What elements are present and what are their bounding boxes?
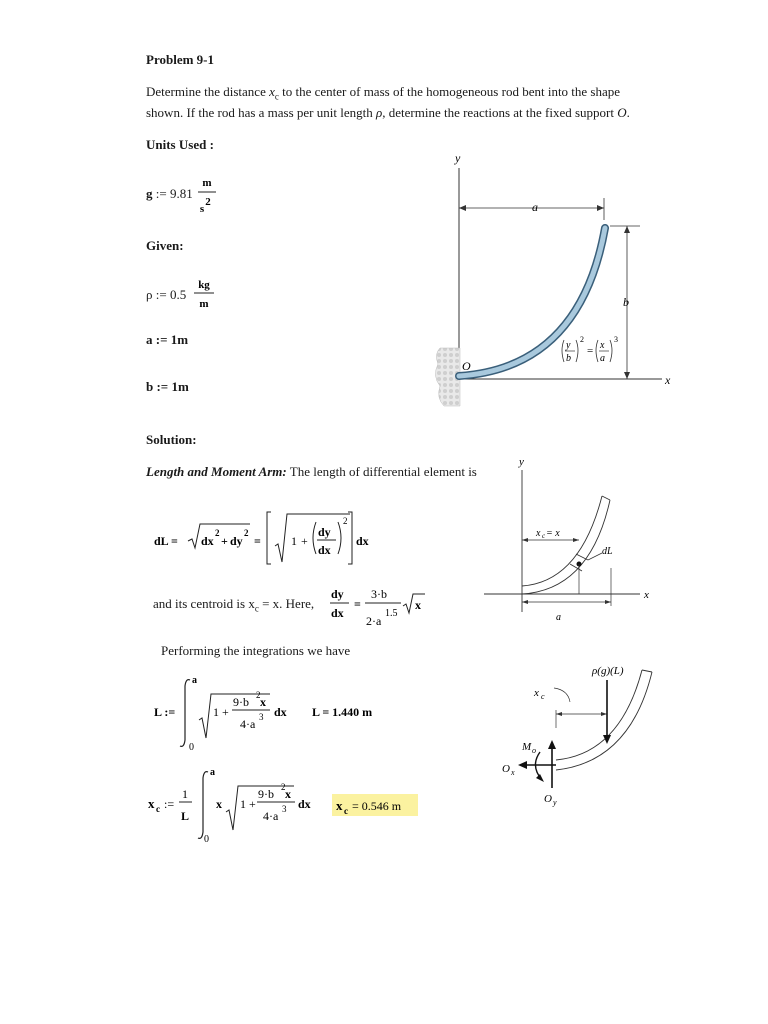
fig1-x-label: x — [665, 373, 671, 387]
xc-result-rhs: = 0.546 m — [352, 799, 402, 813]
L-num-x: x — [260, 695, 266, 709]
problem-title: Problem 9-1 — [146, 52, 214, 67]
given-heading: Given: — [146, 238, 184, 253]
fig3-Oy-sub: y — [553, 798, 557, 807]
solution-heading: Solution: — [146, 432, 197, 447]
rho-unit-num: kg — [198, 279, 210, 291]
centroid-text — [153, 596, 314, 614]
xc-result-lhs: x — [336, 798, 343, 813]
xc-lhs: x — [148, 796, 155, 811]
ratio-num: 3·b — [371, 587, 387, 601]
dL-lhs: dL = — [154, 534, 178, 548]
L-dx: dx — [274, 705, 287, 719]
xc-num-x: x — [285, 787, 291, 801]
centroid-text-b: = x. Here, — [258, 596, 315, 611]
rho-value: 0.5 — [169, 287, 187, 302]
assign-op: := — [155, 287, 167, 302]
dL-dx3: dx — [356, 534, 369, 548]
L-num-exp: 2 — [256, 690, 261, 700]
fig3-Ox-label: O — [502, 763, 510, 775]
fig1-b-label: b — [623, 295, 629, 309]
xc-assign: := — [164, 797, 175, 811]
xc-sub: c — [274, 91, 279, 102]
eq-x: x — [600, 340, 605, 351]
fig2-xc-sub: c — [542, 532, 546, 540]
dL-one: 1 — [291, 534, 297, 548]
xc-lhs-sub: c — [156, 804, 160, 814]
xc-integral — [146, 764, 436, 848]
length-moment-heading: Length and Moment Arm: — [146, 464, 287, 479]
dydx-eq: = — [354, 597, 361, 611]
b-definition: b := 1m — [146, 379, 189, 394]
L-num: 9·b — [233, 695, 249, 709]
L-one: 1 — [213, 705, 219, 719]
xc-result-sub: c — [344, 806, 348, 816]
eq-exp2: 2 — [580, 335, 584, 344]
figure-free-body — [500, 658, 670, 814]
dydx-den: dx — [331, 606, 344, 620]
dL-dy: dy — [230, 534, 243, 548]
xc-den: 4·a — [263, 809, 279, 823]
xc-dx: dx — [298, 797, 311, 811]
centroid-sub: c — [254, 603, 259, 614]
g-unit-exp: 2 — [205, 196, 211, 208]
fig1-a-label: a — [532, 200, 538, 214]
fig1-y-label: y — [455, 151, 461, 165]
support-O: O — [617, 105, 627, 120]
fig2-xc-label: x — [536, 528, 541, 539]
sqrt-x: x — [415, 598, 421, 612]
length-moment-text: The length of differential element is — [286, 464, 477, 479]
dL-dy2: dy — [318, 525, 331, 539]
units-heading: Units Used : — [146, 137, 214, 152]
ratio-exp: 1.5 — [385, 608, 398, 619]
fig3-Oy-label: O — [544, 793, 552, 805]
fig3-Ox-sub: x — [511, 768, 515, 777]
xc-var: x — [269, 84, 275, 99]
rho-symbol: ρ — [375, 105, 383, 120]
fig2-y-label: y — [519, 456, 524, 468]
fig3-load-label: ρ(g)(L) — [592, 665, 624, 677]
L-den-exp: 3 — [259, 712, 264, 722]
curve-equation — [562, 335, 618, 364]
figure-rod-shape — [430, 148, 680, 412]
xc-lower: 0 — [204, 834, 209, 845]
xc-den-exp: 3 — [282, 804, 287, 814]
fig3-Mo-label: M — [522, 741, 532, 753]
eq-a: a — [600, 353, 605, 364]
dL-plus2: + — [301, 534, 308, 548]
eq-b: b — [566, 353, 571, 364]
statement-text: shown. If the rod has a mass per unit length — [146, 105, 376, 120]
g-unit-den: s — [199, 203, 205, 214]
L-result: L = 1.440 m — [312, 705, 373, 719]
statement-text: Determine the distance — [146, 84, 270, 99]
rho-definition — [146, 287, 186, 303]
dydx-equation — [327, 582, 427, 630]
a-definition: a := 1m — [146, 332, 189, 347]
rho-unit-fraction — [193, 276, 215, 312]
dL-dy-exp: 2 — [244, 528, 249, 538]
perform-text: Performing the integrations we have — [161, 643, 351, 658]
rod — [459, 228, 605, 376]
fig2-xc-eq: = x — [546, 528, 560, 539]
dL-paren-exp: 2 — [343, 516, 348, 526]
fig1-O-label: O — [462, 359, 471, 373]
length-moment-line — [146, 464, 477, 480]
assign-op: := — [155, 186, 167, 201]
eq-equals: = — [587, 345, 594, 357]
L-upper: a — [192, 675, 197, 686]
L-integral — [152, 672, 412, 756]
fig3-xc-sub: c — [541, 692, 545, 701]
fig2-x-label: x — [644, 589, 649, 601]
g-unit-num: m — [202, 177, 212, 189]
fig2-dL-label: dL — [602, 546, 613, 557]
statement-text: , determine the reactions at the fixed support — [382, 105, 618, 120]
xc-upper: a — [210, 767, 215, 778]
eq-exp3: 3 — [614, 335, 618, 344]
L-lhs: L := — [154, 705, 176, 719]
dL-dx: dx — [201, 534, 214, 548]
xc-integrand-x: x — [216, 797, 222, 811]
dL-eq: = — [254, 534, 261, 548]
fig2-a-label: a — [556, 612, 561, 623]
figure-differential-element — [480, 452, 660, 624]
L-plus: + — [222, 705, 229, 719]
statement-line-1 — [146, 84, 620, 102]
rho-lhs: ρ — [146, 287, 153, 302]
g-definition — [146, 186, 193, 202]
L-den: 4·a — [240, 717, 256, 731]
L-lower: 0 — [189, 742, 194, 753]
statement-line-2 — [146, 105, 630, 121]
xc-frac-L: L — [181, 809, 190, 823]
xc-frac-one: 1 — [182, 787, 188, 801]
dL-dx2: dx — [318, 543, 331, 557]
rho-unit-den: m — [199, 298, 209, 310]
dL-equation — [150, 508, 380, 568]
dL-plus: + — [221, 534, 228, 548]
dydx-num: dy — [331, 587, 344, 601]
dL-dx-exp: 2 — [215, 528, 220, 538]
period: . — [626, 105, 630, 120]
xc-one: 1 — [240, 797, 246, 811]
g-value: 9.81 — [169, 186, 193, 201]
xc-plus: + — [249, 797, 256, 811]
fig3-Mo-sub: o — [532, 746, 536, 755]
eq-y: y — [566, 340, 571, 351]
fig3-xc-label: x — [534, 687, 539, 699]
centroid-text-a: and its centroid is x — [153, 596, 255, 611]
xc-num-exp: 2 — [281, 782, 286, 792]
g-unit-fraction — [196, 174, 220, 214]
ratio-den: 2·a — [366, 614, 382, 628]
g-symbol: g — [146, 186, 153, 201]
statement-text: to the center of mass of the homogeneous rod bent into the shape — [278, 84, 621, 99]
xc-num: 9·b — [258, 787, 274, 801]
